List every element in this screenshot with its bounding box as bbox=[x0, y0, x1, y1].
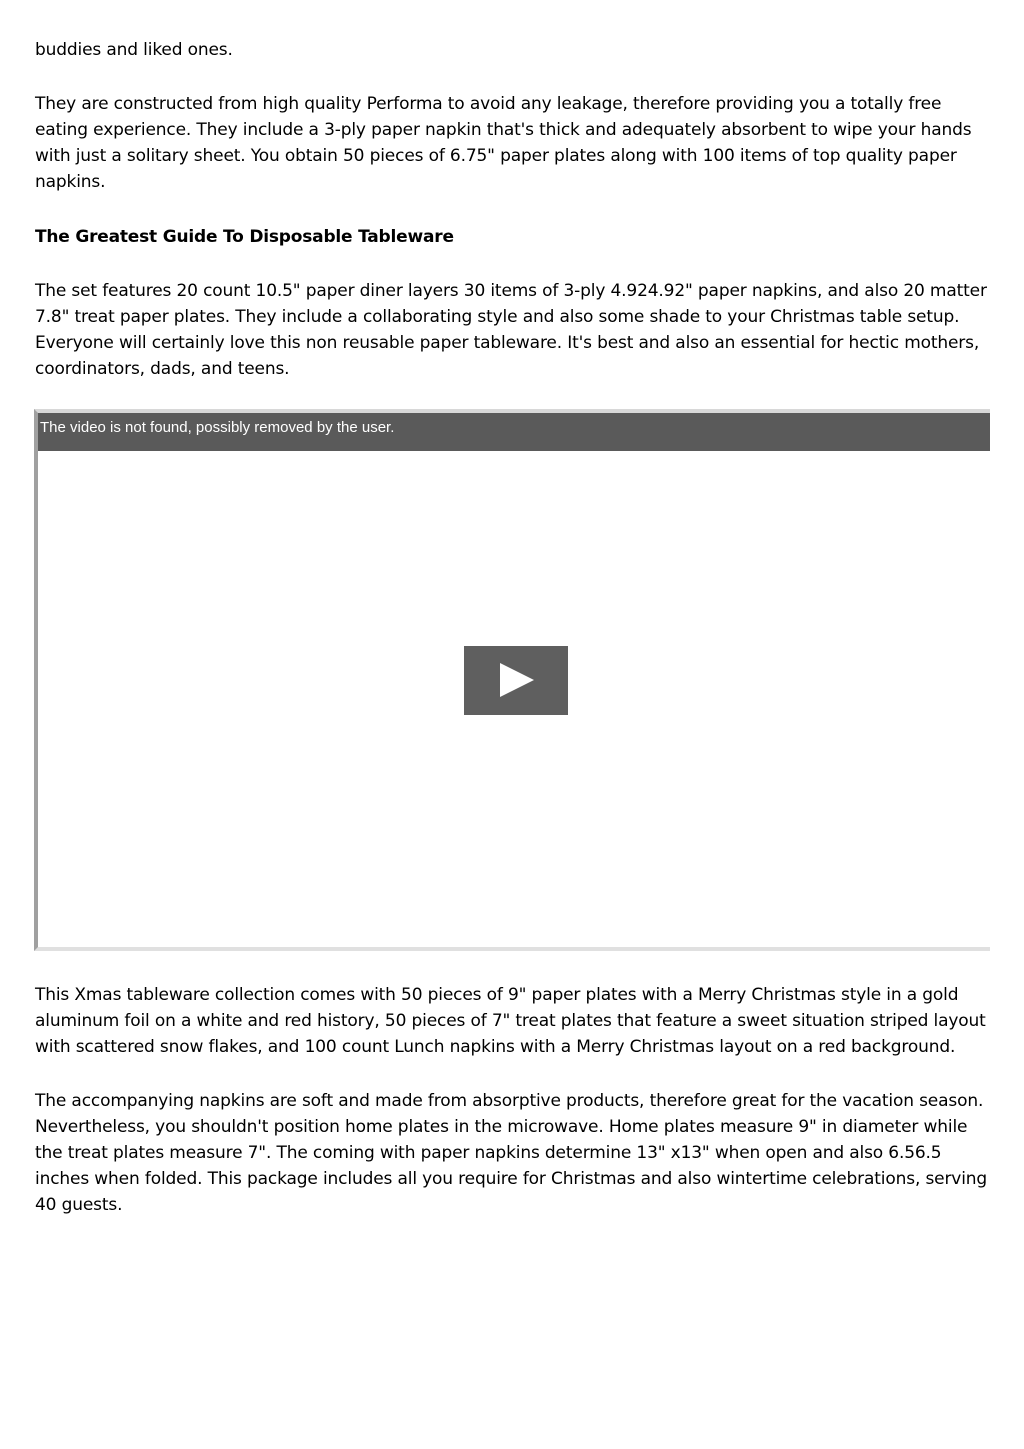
video-error-bar bbox=[38, 413, 990, 451]
construction-paragraph: They are constructed from high quality Performa to avoid any leakage, therefore providing you a totally free eating experience. They include a 3-ply paper napkin that's thick and adequately absorbent to wipe your hands with just a solitary sheet. You obtain 50 pieces of 6.75" paper plates along with 100 items of top quality paper napkins. bbox=[35, 94, 972, 192]
section-heading: The Greatest Guide To Disposable Tableware bbox=[35, 227, 454, 247]
video-error-message: The video is not found, possibly removed by the user. bbox=[40, 419, 395, 436]
play-button[interactable] bbox=[464, 646, 568, 715]
xmas-paragraph: This Xmas tableware collection comes with 50 pieces of 9" paper plates with a Merry Christmas style in a gold aluminum foil on a white and red history, 50 pieces of 7" treat plates that feature a sweet situation striped layout with scattered snow flakes, and 100 count Lunch napkins with a Merry Christmas layout on a red background. bbox=[35, 985, 986, 1057]
video-player[interactable] bbox=[34, 409, 990, 951]
set-paragraph: The set features 20 count 10.5" paper diner layers 30 items of 3-ply 4.924.92" paper napkins, and also 20 matter 7.8" treat paper plates. They include a collaborating style and also some shade to your Christmas table setup. Everyone will certainly love this non reusable paper tableware. It's best and also an essential for hectic mothers, coordinators, dads, and teens. bbox=[35, 281, 987, 379]
play-icon bbox=[500, 663, 534, 697]
napkins-paragraph: The accompanying napkins are soft and made from absorptive products, therefore great for the vacation season. Nevertheless, you shouldn't position home plates in the microwave. Home plates measure 9" in diameter while the treat plates measure 7". The coming with paper napkins determine 13" x13" when open and also 6.56.5 inches when folded. This package includes all you require for Christmas and also wintertime celebrations, serving 40 guests. bbox=[35, 1091, 988, 1215]
intro-fragment: buddies and liked ones. bbox=[35, 40, 233, 60]
